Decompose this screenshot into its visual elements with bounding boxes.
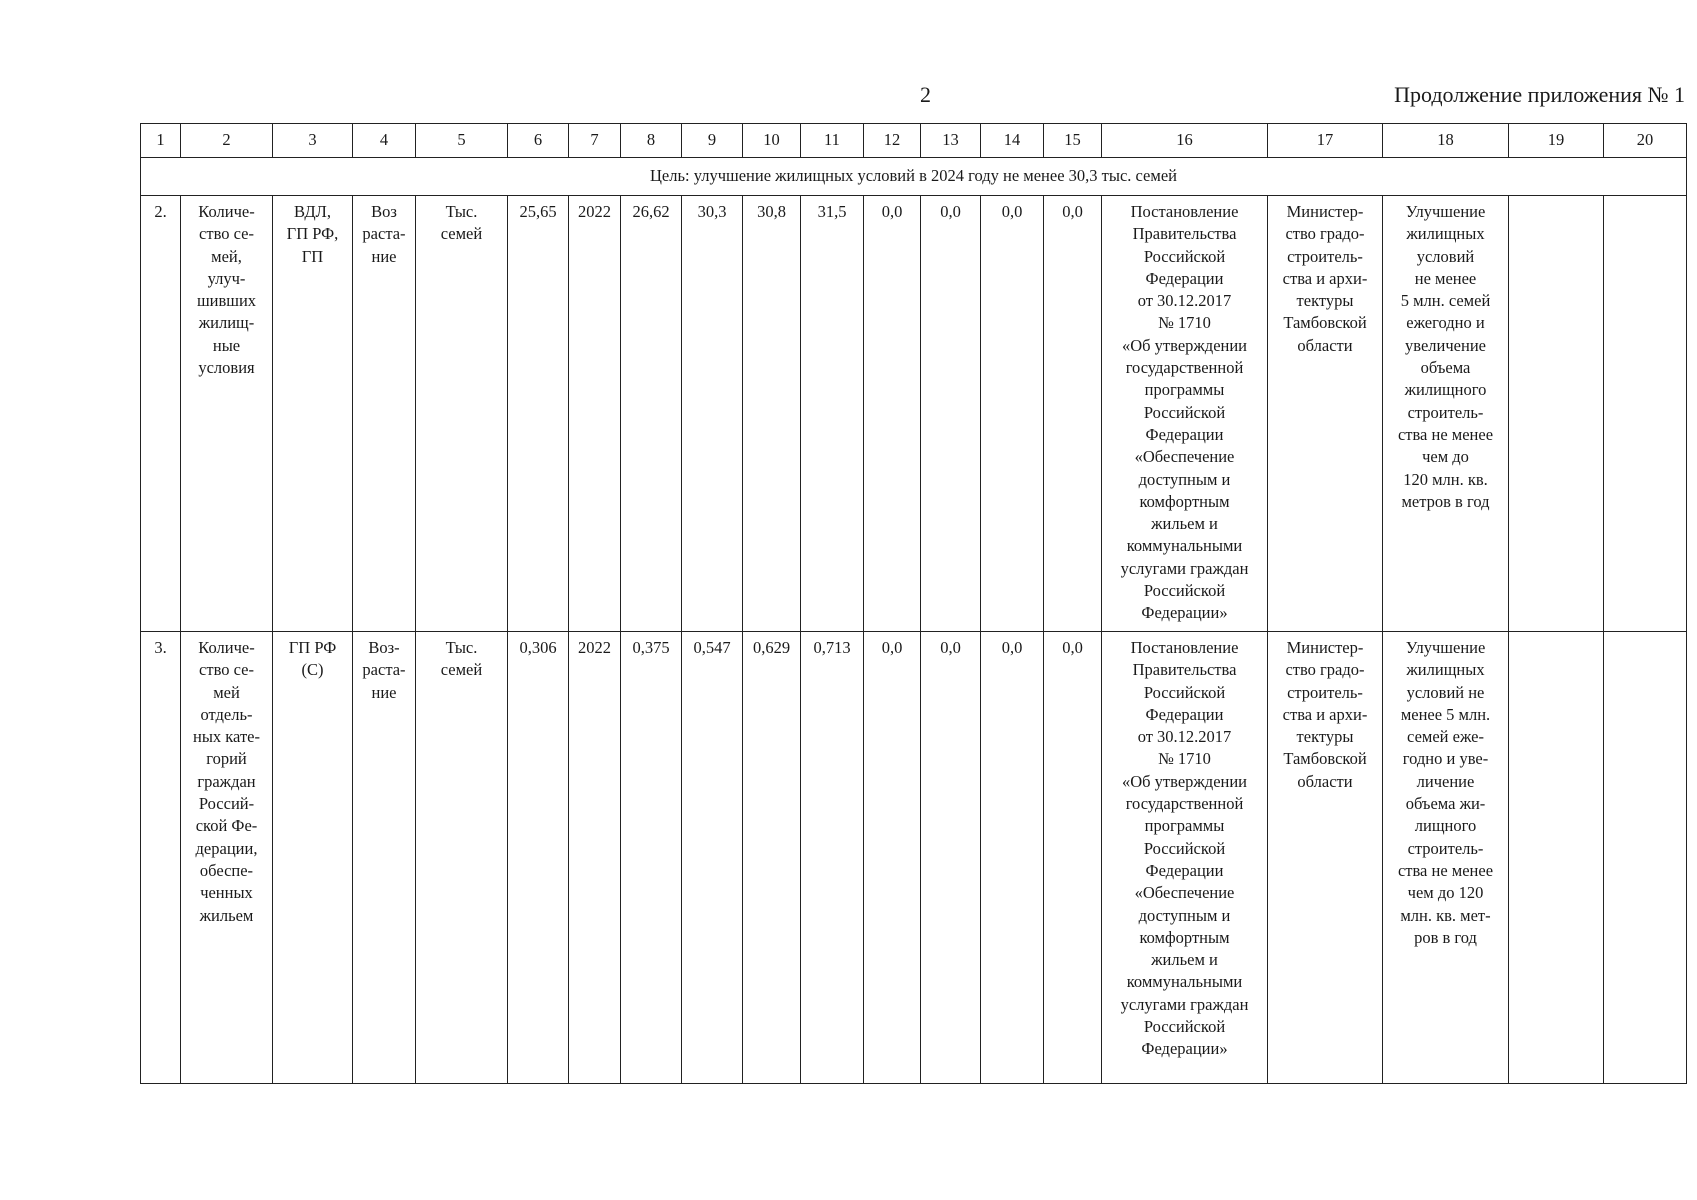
value-cell: 31,5 xyxy=(801,196,864,632)
responsible-body-cell: Министер- ство градо- строитель- ства и архи- тектуры Тамбовской области xyxy=(1268,196,1383,632)
column-number-cell: 5 xyxy=(416,124,508,158)
value-cell: 30,8 xyxy=(743,196,801,632)
empty-cell xyxy=(1509,196,1604,632)
column-number-cell: 7 xyxy=(569,124,621,158)
value-cell: 0,629 xyxy=(743,632,801,1084)
value-cell: 0,0 xyxy=(981,632,1044,1084)
indicator-level-cell: ВДЛ, ГП РФ, ГП xyxy=(273,196,353,632)
value-cell: 0,0 xyxy=(1044,632,1102,1084)
empty-cell xyxy=(1509,632,1604,1084)
column-number-cell: 16 xyxy=(1102,124,1268,158)
responsible-body-cell: Министер- ство градо- строитель- ства и архи- тектуры Тамбовской области xyxy=(1268,632,1383,1084)
value-cell: 0,0 xyxy=(921,632,981,1084)
column-number-cell: 19 xyxy=(1509,124,1604,158)
value-cell: 30,3 xyxy=(682,196,743,632)
unit-cell: Тыс. семей xyxy=(416,632,508,1084)
column-number-cell: 14 xyxy=(981,124,1044,158)
column-number-cell: 18 xyxy=(1383,124,1509,158)
empty-cell xyxy=(1604,632,1687,1084)
value-cell: 26,62 xyxy=(621,196,682,632)
base-value-cell: 0,306 xyxy=(508,632,569,1084)
value-cell: 0,0 xyxy=(864,632,921,1084)
column-number-cell: 13 xyxy=(921,124,981,158)
value-cell: 0,713 xyxy=(801,632,864,1084)
goal-text: Цель: улучшение жилищных условий в 2024 году не менее 30,3 тыс. семей xyxy=(141,158,1687,196)
value-cell: 0,0 xyxy=(921,196,981,632)
goal-row xyxy=(141,158,1687,196)
empty-cell xyxy=(1604,196,1687,632)
column-number-cell: 3 xyxy=(273,124,353,158)
trend-cell: Воз раста- ние xyxy=(353,196,416,632)
column-number-cell: 15 xyxy=(1044,124,1102,158)
base-value-cell: 25,65 xyxy=(508,196,569,632)
column-number-cell: 17 xyxy=(1268,124,1383,158)
base-year-cell: 2022 xyxy=(569,196,621,632)
appendix-continuation-label: Продолжение приложения № 1 xyxy=(1394,82,1685,107)
national-goal-link-cell: Улучшение жилищных условий не менее 5 млн. семей еже- годно и уве- личение объема жи- лищного строитель- ства не менее чем до 120 млн. кв. мет- ров в год xyxy=(1383,632,1509,1084)
column-number-cell: 1 xyxy=(141,124,181,158)
value-cell: 0,0 xyxy=(864,196,921,632)
row-number-cell: 3. xyxy=(141,632,181,1084)
column-number-cell: 8 xyxy=(621,124,682,158)
indicator-name-cell: Количе- ство се- мей, улуч- шивших жилищ- ные условия xyxy=(181,196,273,632)
row-number-cell: 2. xyxy=(141,196,181,632)
unit-cell: Тыс. семей xyxy=(416,196,508,632)
indicator-name-cell: Количе- ство се- мей отдель- ных кате- горий граждан Россий- ской Фе- дерации, обеспе- ченных жильем xyxy=(181,632,273,1084)
table-row xyxy=(141,632,1687,1084)
indicators-table xyxy=(140,123,1687,1084)
table-row xyxy=(141,196,1687,632)
trend-cell: Воз- раста- ние xyxy=(353,632,416,1084)
column-number-cell: 12 xyxy=(864,124,921,158)
document-reference-cell: Постановление Правительства Российской Федерации от 30.12.2017 № 1710 «Об утверждении государственной программы Российской Федерации «Обеспечение доступным и комфортным жильем и коммунальными услугами граждан Российской Федерации» xyxy=(1102,196,1268,632)
document-reference-cell: Постановление Правительства Российской Федерации от 30.12.2017 № 1710 «Об утверждении государственной программы Российской Федерации «Обеспечение доступным и комфортным жильем и коммунальными услугами граждан Российской Федерации» xyxy=(1102,632,1268,1084)
column-number-cell: 2 xyxy=(181,124,273,158)
column-number-cell: 11 xyxy=(801,124,864,158)
base-year-cell: 2022 xyxy=(569,632,621,1084)
value-cell: 0,375 xyxy=(621,632,682,1084)
column-number-cell: 9 xyxy=(682,124,743,158)
column-number-cell: 4 xyxy=(353,124,416,158)
column-number-cell: 6 xyxy=(508,124,569,158)
column-number-row xyxy=(141,124,1687,158)
value-cell: 0,0 xyxy=(981,196,1044,632)
indicator-level-cell: ГП РФ (С) xyxy=(273,632,353,1084)
page-number: 2 xyxy=(920,82,931,107)
column-number-cell: 20 xyxy=(1604,124,1687,158)
national-goal-link-cell: Улучшение жилищных условий не менее 5 млн. семей ежегодно и увеличение объема жилищного строитель- ства не менее чем до 120 млн. кв. метров в год xyxy=(1383,196,1509,632)
value-cell: 0,0 xyxy=(1044,196,1102,632)
column-number-cell: 10 xyxy=(743,124,801,158)
value-cell: 0,547 xyxy=(682,632,743,1084)
